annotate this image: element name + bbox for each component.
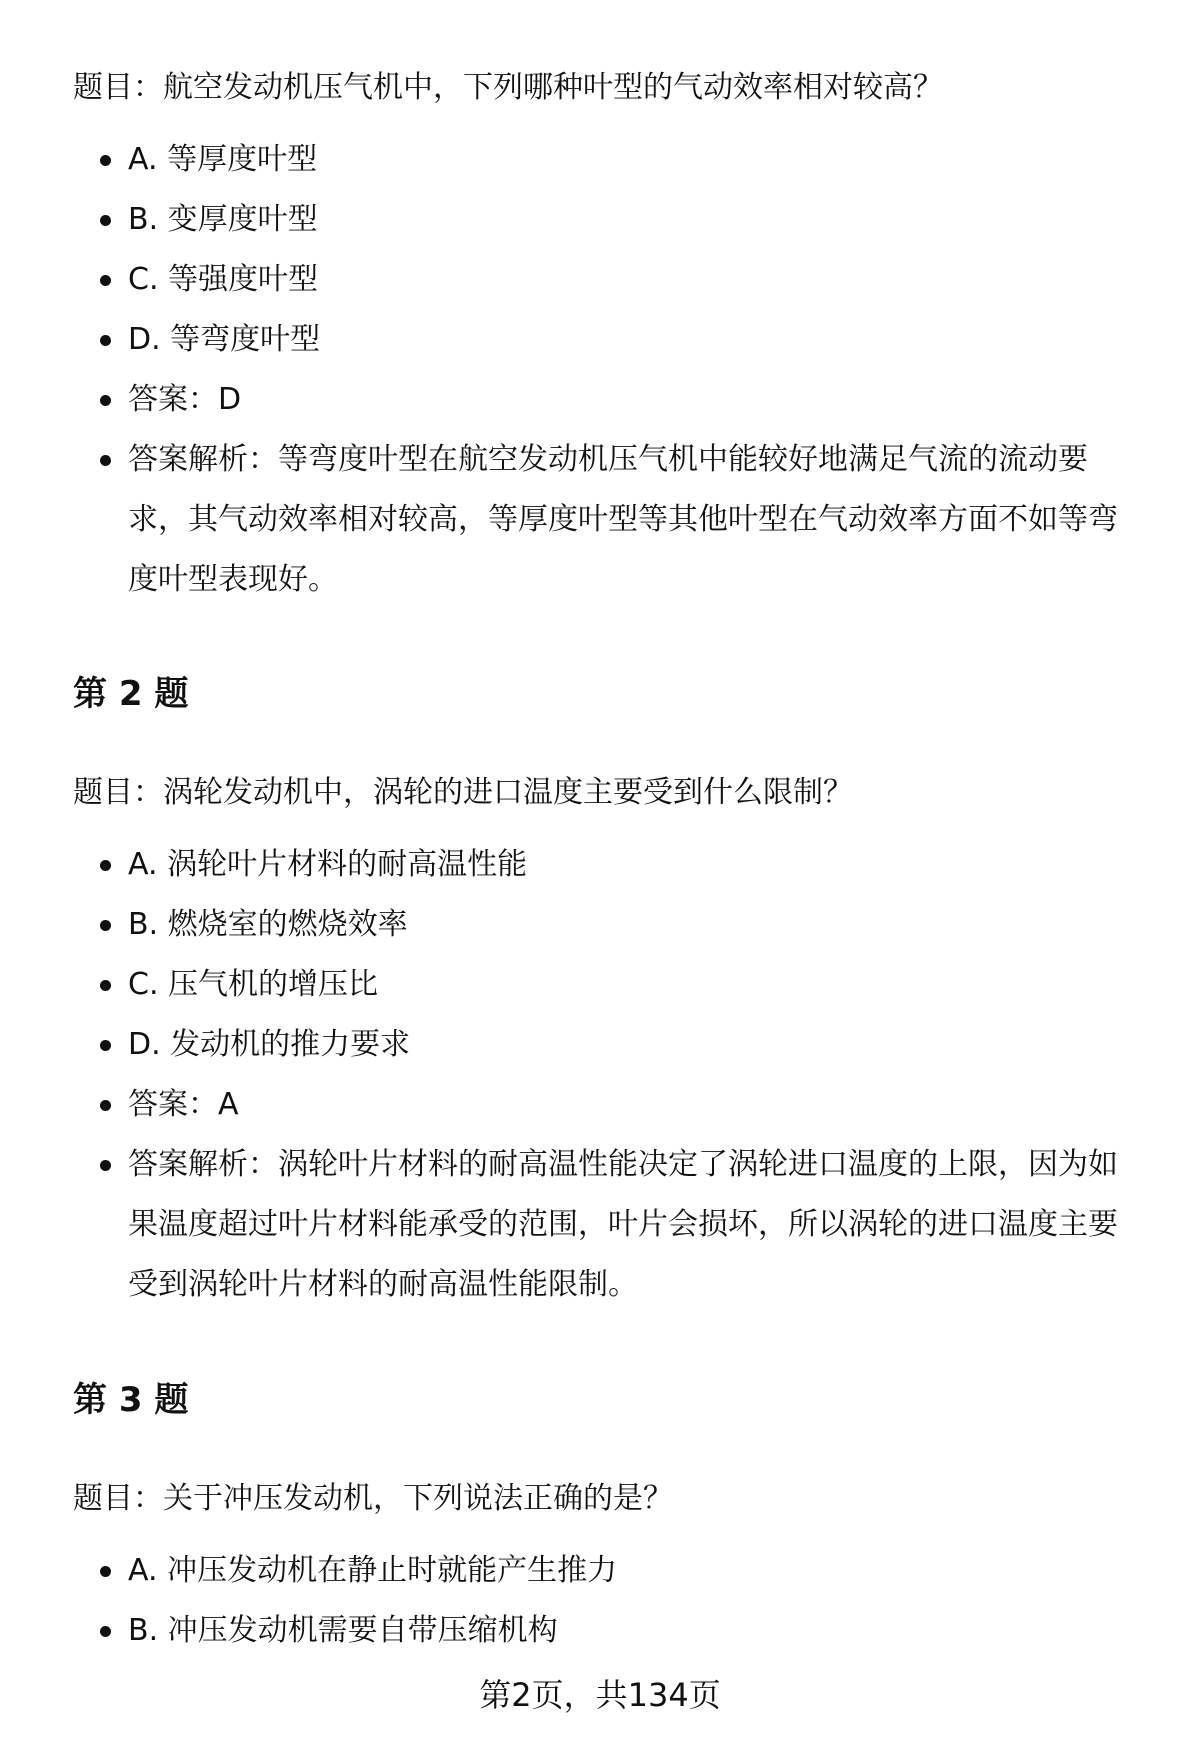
option-b: B. 冲压发动机需要自带压缩机构: [73, 1601, 1153, 1661]
question-heading: 第 3 题: [73, 1380, 189, 1420]
question-1-options: [73, 130, 1153, 610]
question-stem: 题目：航空发动机压气机中，下列哪种叶型的气动效率相对较高？: [73, 70, 943, 105]
option-a: A. 等厚度叶型: [73, 130, 1153, 190]
option-c: C. 压气机的增压比: [73, 955, 1153, 1015]
option-a: A. 涡轮叶片材料的耐高温性能: [73, 835, 1153, 895]
option-b: B. 燃烧室的燃烧效率: [73, 895, 1153, 955]
question-2-options: [73, 835, 1153, 1315]
option-d: D. 发动机的推力要求: [73, 1015, 1153, 1075]
page-footer: 第2页，共134页: [479, 1676, 721, 1714]
question-stem: 题目：涡轮发动机中，涡轮的进口温度主要受到什么限制？: [73, 775, 853, 810]
question-2-heading-block: [73, 672, 1153, 716]
answer-explanation: 答案解析：涡轮叶片材料的耐高温性能决定了涡轮进口温度的上限，因为如果温度超过叶片材料能承受的范围，叶片会损坏，所以涡轮的进口温度主要受到涡轮叶片材料的耐高温性能限制。: [73, 1135, 1153, 1315]
question-3-options: [73, 1541, 1153, 1661]
question-3-heading-block: [73, 1378, 1153, 1422]
option-b: B. 变厚度叶型: [73, 190, 1153, 250]
question-2: [73, 773, 1153, 813]
answer: 答案：D: [73, 370, 1153, 430]
option-c: C. 等强度叶型: [73, 250, 1153, 310]
answer-explanation: 答案解析：等弯度叶型在航空发动机压气机中能较好地满足气流的流动要求，其气动效率相对较高，等厚度叶型等其他叶型在气动效率方面不如等弯度叶型表现好。: [73, 430, 1153, 610]
answer: 答案：A: [73, 1075, 1153, 1135]
question-stem: 题目：关于冲压发动机，下列说法正确的是？: [73, 1481, 673, 1516]
option-d: D. 等弯度叶型: [73, 310, 1153, 370]
question-1: [73, 68, 1153, 108]
question-heading: 第 2 题: [73, 674, 189, 714]
question-3: [73, 1479, 1153, 1519]
option-a: A. 冲压发动机在静止时就能产生推力: [73, 1541, 1153, 1601]
